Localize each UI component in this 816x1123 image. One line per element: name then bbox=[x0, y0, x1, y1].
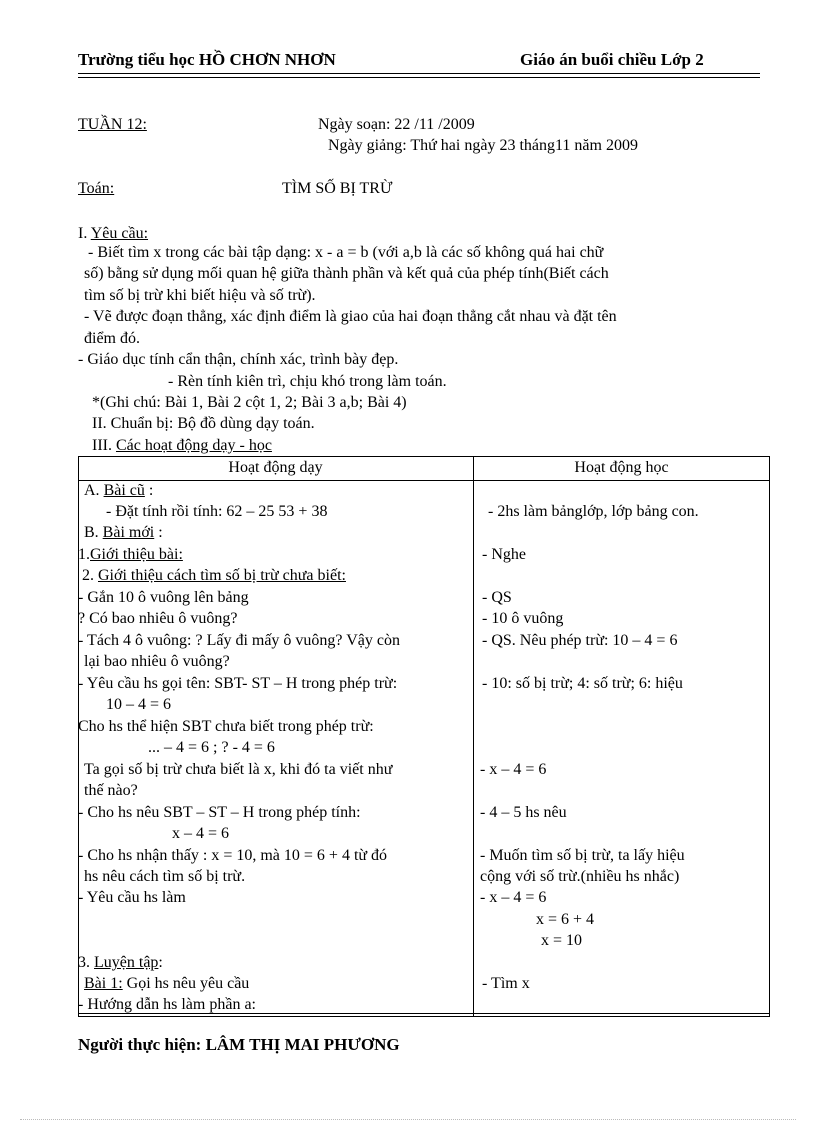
requirements-heading-number: I. bbox=[78, 225, 91, 242]
learn-step: - x – 4 = 6 bbox=[480, 761, 547, 778]
learn-step: x = 10 bbox=[541, 932, 583, 949]
column-header-learn: Hoạt động học bbox=[574, 459, 669, 476]
activities-heading bbox=[92, 437, 272, 455]
teach-step: - Hướng dẫn hs làm phần a: bbox=[78, 996, 256, 1013]
activities-heading-number: III. bbox=[92, 437, 116, 454]
teach-step: hs nêu cách tìm số bị trừ. bbox=[84, 868, 246, 885]
teach-date: Ngày giảng: Thứ hai ngày 23 tháng11 năm 2009 bbox=[328, 137, 638, 154]
requirement-line: tìm số bị trừ khi biết hiệu và số trừ). bbox=[84, 287, 316, 304]
subsection-3-heading: 3. Luyện tập: bbox=[78, 954, 163, 971]
requirement-line: điểm đó. bbox=[84, 330, 140, 347]
header-subject-info: Giáo án buổi chiều Lớp 2 bbox=[520, 50, 704, 69]
learn-step: - x – 4 = 6 bbox=[480, 889, 547, 906]
footer-divider bbox=[20, 1119, 796, 1120]
teach-step: lại bao nhiêu ô vuông? bbox=[84, 653, 230, 670]
preparation-line: II. Chuẩn bị: Bộ đồ dùng dạy toán. bbox=[92, 415, 315, 432]
teach-step: Ta gọi số bị trừ chưa biết là x, khi đó ta viết như bbox=[84, 761, 393, 778]
lesson-title: TÌM SỐ BỊ TRỪ bbox=[282, 180, 393, 197]
teach-step: x – 4 = 6 bbox=[172, 825, 230, 842]
learn-step: - 10: số bị trừ; 4: số trừ; 6: hiệu bbox=[482, 675, 683, 692]
requirement-line: - Biết tìm x trong các bài tập dạng: x - a = b (với a,b là các số không quá hai chữ bbox=[88, 244, 604, 261]
requirement-line: - Giáo dục tính cẩn thận, chính xác, trình bày đẹp. bbox=[78, 351, 399, 368]
teach-step: Cho hs thể hiện SBT chưa biết trong phép trừ: bbox=[78, 718, 374, 735]
section-b-heading: B. Bài mới : bbox=[84, 524, 163, 541]
section-a-heading: A. Bài cũ : bbox=[84, 482, 154, 499]
subsection-2-heading: 2. Giới thiệu cách tìm số bị trừ chưa biết: bbox=[82, 567, 346, 584]
learn-step: - 10 ô vuông bbox=[482, 610, 564, 627]
prep-date: Ngày soạn: 22 /11 /2009 bbox=[318, 116, 475, 133]
requirement-line: số) bằng sử dụng mối quan hệ giữa thành phần và kết quả của phép tính(Biết cách bbox=[84, 265, 609, 282]
teach-step: - Gắn 10 ô vuông lên bảng bbox=[78, 589, 249, 606]
learn-step: - 2hs làm bảnglớp, lớp bảng con. bbox=[488, 503, 699, 520]
author-line: Người thực hiện: LÂM THỊ MAI PHƯƠNG bbox=[78, 1035, 400, 1054]
teach-step: thế nào? bbox=[84, 782, 138, 799]
teach-step: - Tách 4 ô vuông: ? Lấy đi mấy ô vuông? Vậy còn bbox=[78, 632, 400, 649]
header-divider bbox=[78, 73, 760, 74]
week-label: TUẦN 12: bbox=[78, 116, 147, 133]
teach-step: - Cho hs nêu SBT – ST – H trong phép tính: bbox=[78, 804, 361, 821]
learn-step: - QS. Nêu phép trừ: 10 – 4 = 6 bbox=[482, 632, 678, 649]
learn-step: - QS bbox=[482, 589, 512, 606]
requirement-note: *(Ghi chú: Bài 1, Bài 2 cột 1, 2; Bài 3 a,b; Bài 4) bbox=[92, 394, 407, 411]
school-name: Trường tiểu học HỒ CHƠN NHƠN bbox=[78, 50, 336, 69]
teach-step: - Yêu cầu hs làm bbox=[78, 889, 186, 906]
teach-step: 10 – 4 = 6 bbox=[106, 696, 172, 713]
column-header-teach: Hoạt động dạy bbox=[228, 459, 323, 476]
teach-step: ? Có bao nhiêu ô vuông? bbox=[78, 610, 238, 627]
learn-step: x = 6 + 4 bbox=[536, 911, 595, 928]
activities-heading-text: Các hoạt động dạy - học bbox=[115, 437, 272, 454]
exercise-1: Bài 1: Gọi hs nêu yêu cầu bbox=[84, 975, 250, 992]
header-divider-double bbox=[78, 77, 760, 78]
teach-step: - Đặt tính rồi tính: 62 – 25 53 + 38 bbox=[106, 503, 328, 520]
teach-step: - Yêu cầu hs gọi tên: SBT- ST – H trong phép trừ: bbox=[78, 675, 398, 692]
learn-step: - Tìm x bbox=[482, 975, 530, 992]
activities-table bbox=[78, 456, 770, 1016]
requirements-heading-text: Yêu cầu: bbox=[90, 225, 149, 242]
learn-step: cộng với số trừ.(nhiều hs nhắc) bbox=[480, 868, 680, 885]
lesson-subject: Toán: bbox=[78, 180, 115, 197]
learn-step: - Muốn tìm số bị trừ, ta lấy hiệu bbox=[480, 847, 685, 864]
requirement-line: - Vẽ được đoạn thẳng, xác định điểm là giao của hai đoạn thẳng cắt nhau và đặt tên bbox=[84, 308, 617, 325]
learn-step: - 4 – 5 hs nêu bbox=[480, 804, 567, 821]
learn-step: - Nghe bbox=[482, 546, 526, 563]
teach-step: - Cho hs nhận thấy : x = 10, mà 10 = 6 + 4 từ đó bbox=[78, 847, 388, 864]
requirement-line: - Rèn tính kiên trì, chịu khó trong làm toán. bbox=[168, 373, 447, 390]
teach-step: ... – 4 = 6 ; ? - 4 = 6 bbox=[148, 739, 275, 756]
subsection-1-heading: 1.Giới thiệu bài: bbox=[78, 546, 183, 563]
requirements-heading bbox=[78, 225, 148, 243]
